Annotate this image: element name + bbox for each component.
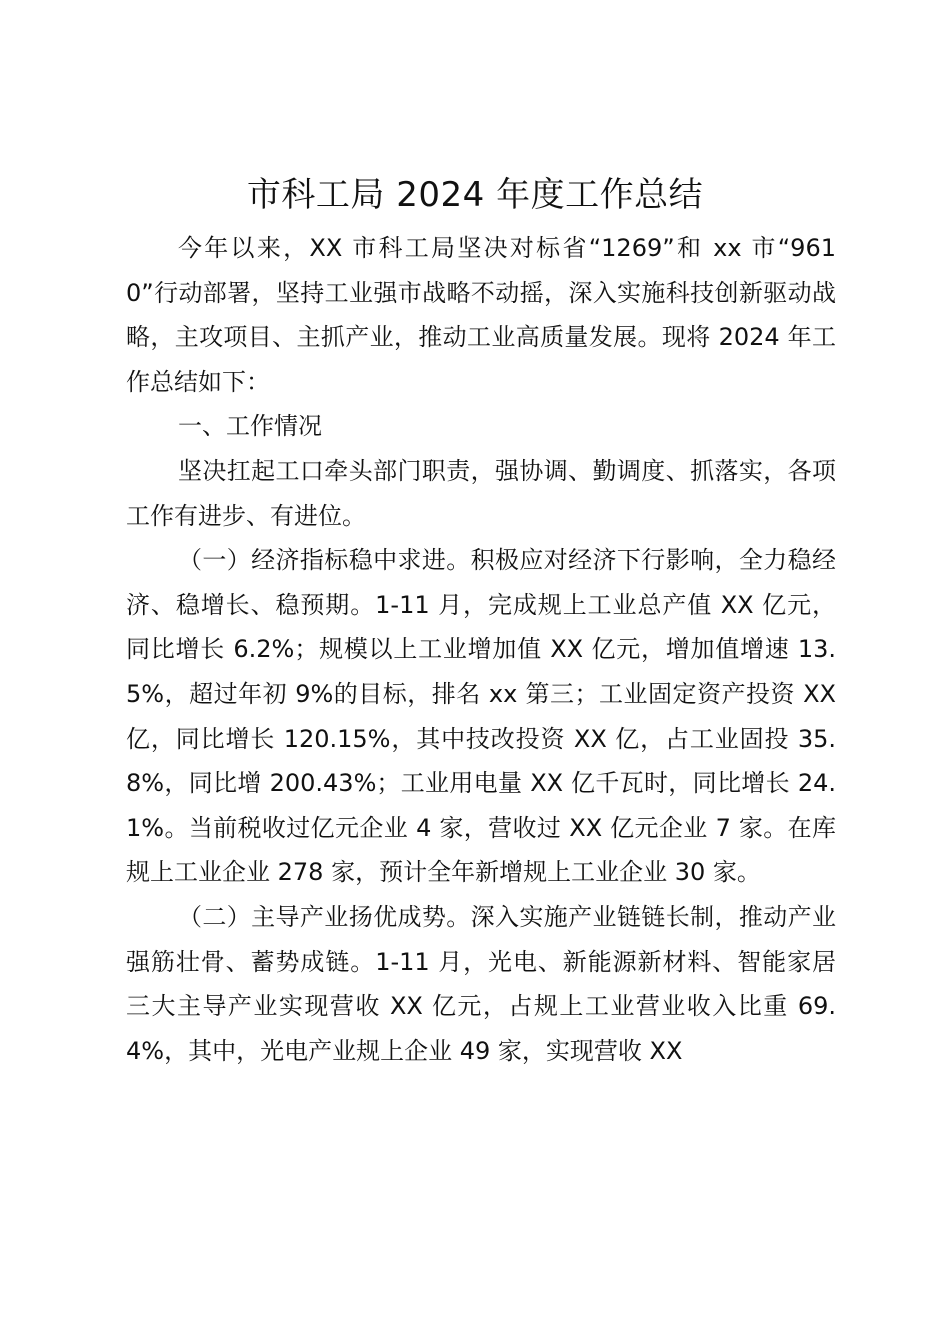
paragraph-economic-indicators: （一）经济指标稳中求进。积极应对经济下行影响，全力稳经济、稳增长、稳预期。1-11 月，完成规上工业总产值 XX 亿元，同比增长 6.2%；规模以上工业增加值 XX 亿元，增加值增速 13.5%，超过年初 9%的目标，排名 xx 第三；工业固定资产投资 XX 亿，同比增长 120.15%，其中技改投资 XX 亿，占工业固投 35.8%，同比增 200.43%；工业用电量 XX 亿千瓦时，同比增长 24.1%。当前税收过亿元企业 4 家，营收过 XX 亿元企业 7 家。在库规上工业企业 278 家，预计全年新增规上工业企业 30 家。 (126, 546, 836, 887)
paragraph-intro: 今年以来，XX 市科工局坚决对标省“1269”和 xx 市“9610”行动部署，坚持工业强市战略不动摇，深入实施科技创新驱动战略，主攻项目、主抓产业，推动工业高质量发展。现将 2024 年工作总结如下： (126, 234, 836, 396)
paragraph-work-overview: 坚决扛起工口牵头部门职责，强协调、勤调度、抓落实，各项工作有进步、有进位。 (126, 456, 836, 530)
paragraph-leading-industries: （二）主导产业扬优成势。深入实施产业链链长制，推动产业强筋壮骨、蓄势成链。1-11 月，光电、新能源新材料、智能家居三大主导产业实现营收 XX 亿元，占规上工业营业收入比重 69.4%，其中，光电产业规上企业 49 家，实现营收 XX (126, 902, 836, 1065)
section-heading-work-status: 一、工作情况 (178, 412, 322, 441)
document-title: 市科工局 2024 年度工作总结 (246, 175, 704, 215)
document-body (126, 226, 836, 1073)
